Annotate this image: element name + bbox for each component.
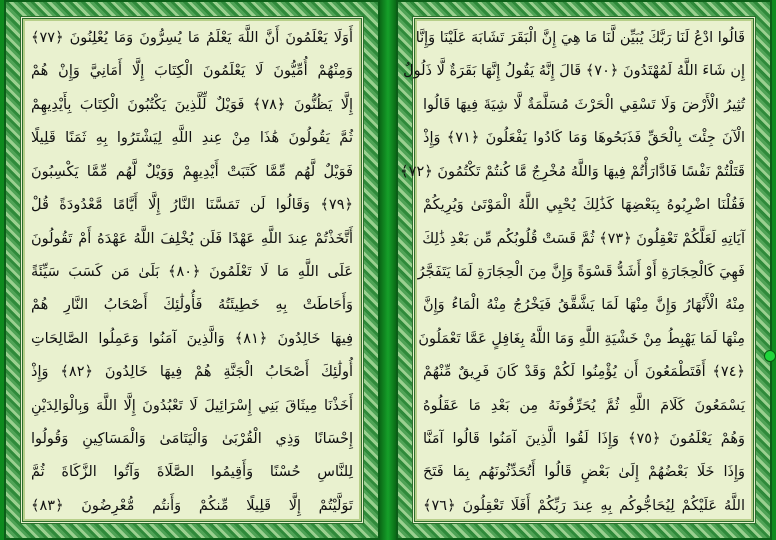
text-line: لِلنَّاسِ حُسْنًا وَأَقِيمُوا الصَّلَاةَ وَآتُوا الزَّكَاةَ ثُمَّ [31, 464, 353, 481]
text-line: إِحْسَانًا وَذِي الْقُرْبَىٰ وَالْيَتَامَىٰ وَالْمَسَاكِينِ وَقُولُوا [31, 431, 353, 448]
text-line: آيَاتِهِ لَعَلَّكُمْ تَعْقِلُونَ ﴿٧٣﴾ ثُمَّ قَسَتْ قُلُوبُكُم مِّن بَعْدِ ذَٰلِكَ [422, 230, 745, 247]
right-page [396, 0, 772, 540]
text-line: فَقُلْنَا اضْرِبُوهُ بِبَعْضِهَا كَذَٰلِكَ يُحْيِي اللَّهُ الْمَوْتَىٰ وَيُرِيكُمْ [423, 197, 745, 214]
left-page [4, 0, 380, 540]
page-turn-handle[interactable] [764, 350, 776, 362]
book-spine [380, 0, 396, 540]
text-line: أَتَّخَذْتُمْ عِندَ اللَّهِ عَهْدًا فَلَن يُخْلِفَ اللَّهُ عَهْدَهُ أَمْ تَقُولُونَ [31, 230, 353, 247]
text-line: ﴿٧٩﴾ وَقَالُوا لَن تَمَسَّنَا النَّارُ إِلَّا أَيَّامًا مَّعْدُودَةً قُلْ [31, 197, 353, 214]
right-page-frame [400, 16, 756, 524]
text-line: قَتَلْتُمْ نَفْسًا فَادَّارَأْتُمْ فِيهَا وَاللَّهُ مُخْرِجٌ مَّا كُنتُمْ تَكْتُمُونَ ﴿٧٢﴾ [400, 163, 745, 180]
text-line: فِيهَا خَالِدُونَ ﴿٨١﴾ وَالَّذِينَ آمَنُوا وَعَمِلُوا الصَّالِحَاتِ [31, 330, 354, 347]
text-line: فَهِيَ كَالْحِجَارَةِ أَوْ أَشَدُّ قَسْوَةً وَإِنَّ مِنَ الْحِجَارَةِ لَمَا يَتَفَجَّرُ [417, 263, 745, 280]
text-line: مِنْهَا لَمَا يَهْبِطُ مِنْ خَشْيَةِ اللَّهِ وَمَا اللَّهُ بِغَافِلٍ عَمَّا تَعْمَلُونَ [418, 330, 745, 347]
text-line: وَإِذَا خَلَا بَعْضُهُمْ إِلَىٰ بَعْضٍ قَالُوا أَتُحَدِّثُونَهُم بِمَا فَتَحَ [423, 464, 745, 481]
text-line: أَخَذْنَا مِيثَاقَ بَنِي إِسْرَائِيلَ لَا تَعْبُدُونَ إِلَّا اللَّهَ وَبِالْوَالِدَيْنِ [31, 397, 353, 414]
left-page-frame [20, 16, 364, 524]
text-line: أَوَلَا يَعْلَمُونَ أَنَّ اللَّهَ يَعْلَمُ مَا يُسِرُّونَ وَمَا يُعْلِنُونَ ﴿٧٧﴾ [31, 30, 353, 46]
left-page-text [31, 29, 353, 515]
text-line: وَأَحَاطَتْ بِهِ خَطِيئَتُهُ فَأُولَٰئِكَ أَصْحَابُ النَّارِ هُمْ [31, 297, 353, 314]
text-line: إِلَّا يَظُنُّونَ ﴿٧٨﴾ فَوَيْلٌ لِّلَّذِينَ يَكْتُبُونَ الْكِتَابَ بِأَيْدِيهِمْ [31, 96, 353, 113]
text-line: عَلَى اللَّهِ مَا لَا تَعْلَمُونَ ﴿٨٠﴾ بَلَىٰ مَن كَسَبَ سَيِّئَةً [31, 263, 353, 280]
text-line: اللَّهُ عَلَيْكُمْ لِيُحَاجُّوكُم بِهِ عِندَ رَبِّكُمْ أَفَلَا تَعْقِلُونَ ﴿٧٦﴾ [423, 497, 745, 514]
text-line: إِن شَاءَ اللَّهُ لَمُهْتَدُونَ ﴿٧٠﴾ قَالَ إِنَّهُ يَقُولُ إِنَّهَا بَقَرَةٌ لَّا ذَلُولٌ [403, 63, 745, 80]
text-line: الْآنَ جِئْتَ بِالْحَقِّ فَذَبَحُوهَا وَمَا كَادُوا يَفْعَلُونَ ﴿٧١﴾ وَإِذْ [423, 130, 746, 147]
text-line: مِنْهُ الْأَنْهَارُ وَإِنَّ مِنْهَا لَمَا يَشَّقَّقُ فَيَخْرُجُ مِنْهُ الْمَاءُ وَإِنَّ [423, 297, 745, 314]
text-line: يَسْمَعُونَ كَلَامَ اللَّهِ ثُمَّ يُحَرِّفُونَهُ مِن بَعْدِ مَا عَقَلُوهُ [423, 397, 745, 414]
text-line: تُثِيرُ الْأَرْضَ وَلَا تَسْقِي الْحَرْثَ مُسَلَّمَةٌ لَّا شِيَةَ فِيهَا قَالُوا [423, 96, 745, 113]
text-line: وَهُمْ يَعْلَمُونَ ﴿٧٥﴾ وَإِذَا لَقُوا الَّذِينَ آمَنُوا قَالُوا آمَنَّا [423, 431, 745, 448]
right-page-text [400, 29, 746, 515]
text-line: أُولَٰئِكَ أَصْحَابُ الْجَنَّةِ هُمْ فِيهَا خَالِدُونَ ﴿٨٢﴾ وَإِذْ [31, 364, 354, 381]
text-line: تَوَلَّيْتُمْ إِلَّا قَلِيلًا مِّنكُمْ وَأَنتُم مُّعْرِضُونَ ﴿٨٣﴾ [31, 497, 353, 514]
text-line: فَوَيْلٌ لَّهُم مِّمَّا كَتَبَتْ أَيْدِيهِمْ وَوَيْلٌ لَّهُم مِّمَّا يَكْسِبُونَ [31, 163, 353, 180]
text-line: ﴿٧٤﴾ أَفَتَطْمَعُونَ أَن يُؤْمِنُوا لَكُمْ وَقَدْ كَانَ فَرِيقٌ مِّنْهُمْ [423, 364, 745, 381]
text-line: قَالُوا ادْعُ لَنَا رَبَّكَ يُبَيِّن لَّنَا مَا هِيَ إِنَّ الْبَقَرَ تَشَابَهَ عَلَيْنَا وَإِنَّا [415, 30, 745, 46]
text-line: ثُمَّ يَقُولُونَ هَٰذَا مِنْ عِندِ اللَّهِ لِيَشْتَرُوا بِهِ ثَمَنًا قَلِيلًا [31, 130, 353, 147]
text-line: وَمِنْهُمْ أُمِّيُّونَ لَا يَعْلَمُونَ الْكِتَابَ إِلَّا أَمَانِيَّ وَإِنْ هُمْ [31, 63, 353, 80]
